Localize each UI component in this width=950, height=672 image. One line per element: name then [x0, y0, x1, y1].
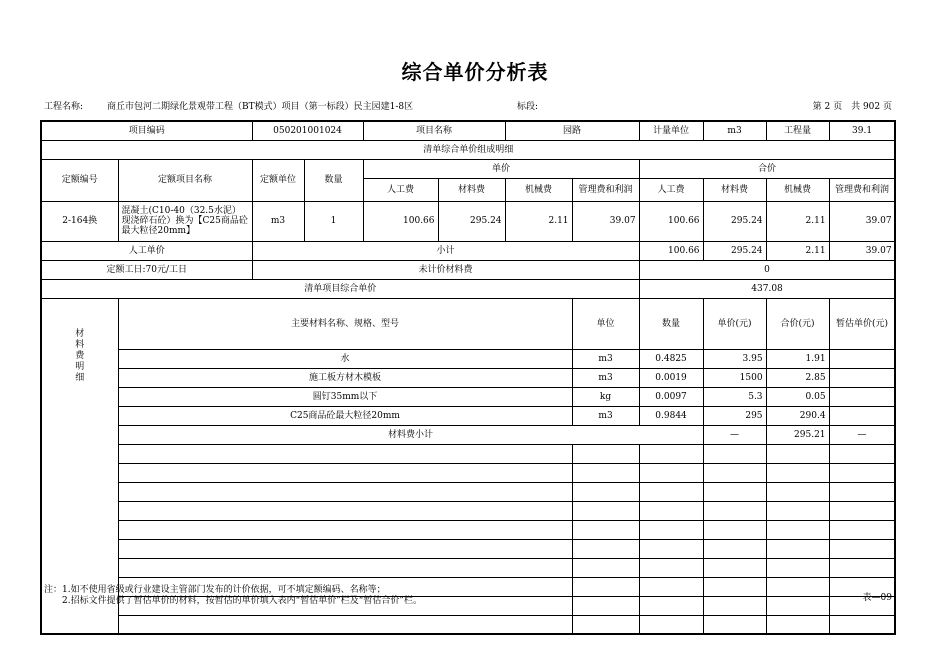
empty-cell: [829, 501, 895, 520]
material-name: C25商品砼最大粒径20mm: [118, 406, 572, 425]
mat-col-unit: 单位: [572, 298, 639, 349]
empty-cell: [118, 558, 572, 577]
material-total: 2.85: [766, 368, 829, 387]
empty-cell: [639, 520, 703, 539]
col-unit-machine: 机械费: [505, 178, 572, 201]
unpriced-material-row: [41, 260, 895, 279]
material-est-unit-price: [829, 349, 895, 368]
empty-cell: [572, 482, 639, 501]
column-header-row-1: [41, 159, 895, 178]
unpriced-material-value: 0: [639, 260, 895, 279]
mat-col-unit-price: 单价(元): [703, 298, 766, 349]
material-quantity: 0.0019: [639, 368, 703, 387]
empty-cell: [829, 520, 895, 539]
col-unit-labor: 人工费: [363, 178, 438, 201]
material-quantity: 0.4825: [639, 349, 703, 368]
material-total: 290.4: [766, 406, 829, 425]
material-total: 1.91: [766, 349, 829, 368]
mat-col-quantity: 数量: [639, 298, 703, 349]
col-unit-price: 单价: [363, 159, 639, 178]
sum-labor-value: 100.66: [639, 201, 703, 241]
empty-cell: [766, 501, 829, 520]
empty-cell: [118, 539, 572, 558]
col-quota-name: 定额项目名称: [118, 159, 252, 201]
material-name: 圆钉35mm以下: [118, 387, 572, 406]
empty-cell: [766, 444, 829, 463]
composite-price-label: 清单项目综合单价: [41, 279, 639, 298]
empty-cell: [572, 577, 639, 596]
material-header-row: [41, 298, 895, 349]
empty-cell: [703, 539, 766, 558]
empty-cell: [118, 615, 572, 634]
unit-price-analysis-table: [40, 120, 896, 635]
empty-cell: [572, 444, 639, 463]
material-row: [41, 368, 895, 387]
empty-cell: [829, 482, 895, 501]
empty-cell: [572, 539, 639, 558]
project-name-label: 工程名称:: [44, 102, 84, 112]
empty-cell: [639, 539, 703, 558]
col-quantity: 数量: [304, 159, 363, 201]
col-unit-material: 材料费: [438, 178, 505, 201]
material-subtotal-row: [41, 425, 895, 444]
empty-row: [41, 463, 895, 482]
empty-cell: [639, 615, 703, 634]
material-unit-price: 1500: [703, 368, 766, 387]
measure-unit: m3: [703, 121, 766, 140]
quota-name: 混凝土(C10-40（32.5水泥）现浇碎石砼）换为【C25商品砼 最大粒径20mm】: [118, 201, 252, 241]
material-unit: m3: [572, 368, 639, 387]
page-title: 综合单价分析表: [401, 60, 549, 84]
empty-cell: [639, 501, 703, 520]
unpriced-material-label: 未计价材料费: [252, 260, 639, 279]
empty-cell: [572, 615, 639, 634]
composition-title: 清单综合单价组成明细: [41, 140, 895, 159]
empty-cell: [703, 558, 766, 577]
composition-title-row: [41, 140, 895, 159]
mat-col-total: 合价(元): [766, 298, 829, 349]
material-est-unit-price: [829, 406, 895, 425]
material-quantity: 0.0097: [639, 387, 703, 406]
empty-cell: [766, 520, 829, 539]
subtotal-label: 小计: [252, 241, 639, 260]
material-detail-side-label: [41, 298, 118, 634]
empty-cell: [703, 615, 766, 634]
empty-cell: [829, 539, 895, 558]
material-unit-price: 295: [703, 406, 766, 425]
quota-quantity: 1: [304, 201, 363, 241]
subtotal-mgmt: 39.07: [829, 241, 895, 260]
unit-machine-value: 2.11: [505, 201, 572, 241]
project-item-name: 园路: [505, 121, 639, 140]
empty-cell: [766, 558, 829, 577]
empty-row: [41, 615, 895, 634]
empty-cell: [118, 501, 572, 520]
unit-labor-value: 100.66: [363, 201, 438, 241]
empty-cell: [703, 520, 766, 539]
mat-col-est-unit-price: 暂估单价(元): [829, 298, 895, 349]
empty-cell: [639, 558, 703, 577]
col-sum-mgmt: 管理费和利润: [829, 178, 895, 201]
empty-cell: [766, 577, 829, 596]
col-quota-no: 定额编号: [41, 159, 118, 201]
empty-cell: [639, 444, 703, 463]
empty-cell: [766, 596, 829, 615]
subtotal-labor: 100.66: [639, 241, 703, 260]
material-row: [41, 406, 895, 425]
empty-cell: [572, 520, 639, 539]
quota-no: 2-164换: [41, 201, 118, 241]
empty-cell: [639, 577, 703, 596]
section-label: 标段:: [517, 102, 539, 112]
material-unit: kg: [572, 387, 639, 406]
empty-row: [41, 501, 895, 520]
labor-unit-price-label: 人工单价: [41, 241, 252, 260]
col-total-price: 合价: [639, 159, 895, 178]
subtotal-row: [41, 241, 895, 260]
footnote-2: 2.招标文件提供了暂估单价的材料，按暂估的单价填入表内“暂估单价”栏及“暂估合价”栏。: [44, 596, 422, 606]
empty-cell: [639, 482, 703, 501]
col-sum-machine: 机械费: [766, 178, 829, 201]
empty-cell: [766, 539, 829, 558]
empty-cell: [118, 463, 572, 482]
sum-material-value: 295.24: [703, 201, 766, 241]
empty-row: [41, 444, 895, 463]
empty-cell: [572, 596, 639, 615]
empty-cell: [572, 501, 639, 520]
material-subtotal-total: 295.21: [766, 425, 829, 444]
composite-price-row: [41, 279, 895, 298]
empty-cell: [639, 463, 703, 482]
empty-cell: [829, 558, 895, 577]
material-quantity: 0.9844: [639, 406, 703, 425]
empty-cell: [829, 463, 895, 482]
project-name: 商丘市包河二期绿化景观带工程（BT模式）项目（第一标段）民主园建1-8区: [107, 102, 414, 112]
composite-price-value: 437.08: [639, 279, 895, 298]
project-code: 050201001024: [252, 121, 363, 140]
measure-unit-label: 计量单位: [639, 121, 703, 140]
work-quantity-label: 工程量: [766, 121, 829, 140]
col-sum-labor: 人工费: [639, 178, 703, 201]
empty-cell: [572, 463, 639, 482]
labor-rate: 定额工日:70元/工日: [41, 260, 252, 279]
empty-cell: [829, 444, 895, 463]
empty-cell: [703, 482, 766, 501]
mat-col-name: 主要材料名称、规格、型号: [118, 298, 572, 349]
empty-cell: [703, 577, 766, 596]
empty-row: [41, 482, 895, 501]
subtotal-material: 295.24: [703, 241, 766, 260]
empty-cell: [766, 482, 829, 501]
footnote-1: 注：1.如不使用省级或行业建设主管部门发布的计价依据，可不填定额编码、名称等；: [44, 585, 386, 595]
col-quota-unit: 定额单位: [252, 159, 304, 201]
material-unit: m3: [572, 406, 639, 425]
col-sum-material: 材料费: [703, 178, 766, 201]
empty-cell: [829, 615, 895, 634]
empty-row: [41, 539, 895, 558]
empty-cell: [703, 444, 766, 463]
material-subtotal-unit-price: —: [703, 425, 766, 444]
page-info: 第 2 页 共 902 页: [812, 102, 892, 112]
material-subtotal-est-unit-price: —: [829, 425, 895, 444]
footnotes: [44, 585, 422, 607]
sum-mgmt-value: 39.07: [829, 201, 895, 241]
header-info-row: [41, 121, 895, 140]
material-unit-price: 5.3: [703, 387, 766, 406]
empty-cell: [639, 596, 703, 615]
material-row: [41, 387, 895, 406]
material-est-unit-price: [829, 368, 895, 387]
empty-cell: [118, 520, 572, 539]
empty-cell: [118, 444, 572, 463]
unit-mgmt-value: 39.07: [572, 201, 639, 241]
unit-material-value: 295.24: [438, 201, 505, 241]
empty-cell: [572, 558, 639, 577]
empty-cell: [703, 463, 766, 482]
quota-unit: m3: [252, 201, 304, 241]
material-est-unit-price: [829, 387, 895, 406]
material-unit-price: 3.95: [703, 349, 766, 368]
material-name: 水: [118, 349, 572, 368]
sum-machine-value: 2.11: [766, 201, 829, 241]
empty-cell: [766, 615, 829, 634]
col-unit-mgmt: 管理费和利润: [572, 178, 639, 201]
empty-cell: [766, 463, 829, 482]
project-item-name-label: 项目名称: [363, 121, 505, 140]
form-number: 表—09: [862, 593, 892, 603]
quota-item-row: [41, 201, 895, 241]
material-unit: m3: [572, 349, 639, 368]
empty-cell: [703, 501, 766, 520]
material-subtotal-label: 材料费小计: [118, 425, 703, 444]
material-detail-side-text: 材料费明细: [75, 328, 85, 383]
empty-cell: [118, 482, 572, 501]
material-total: 0.05: [766, 387, 829, 406]
empty-row: [41, 520, 895, 539]
material-name: 施工板方材木模板: [118, 368, 572, 387]
empty-row: [41, 558, 895, 577]
project-code-label: 项目编码: [41, 121, 252, 140]
empty-cell: [703, 596, 766, 615]
work-quantity: 39.1: [829, 121, 895, 140]
subtotal-machine: 2.11: [766, 241, 829, 260]
material-row: [41, 349, 895, 368]
